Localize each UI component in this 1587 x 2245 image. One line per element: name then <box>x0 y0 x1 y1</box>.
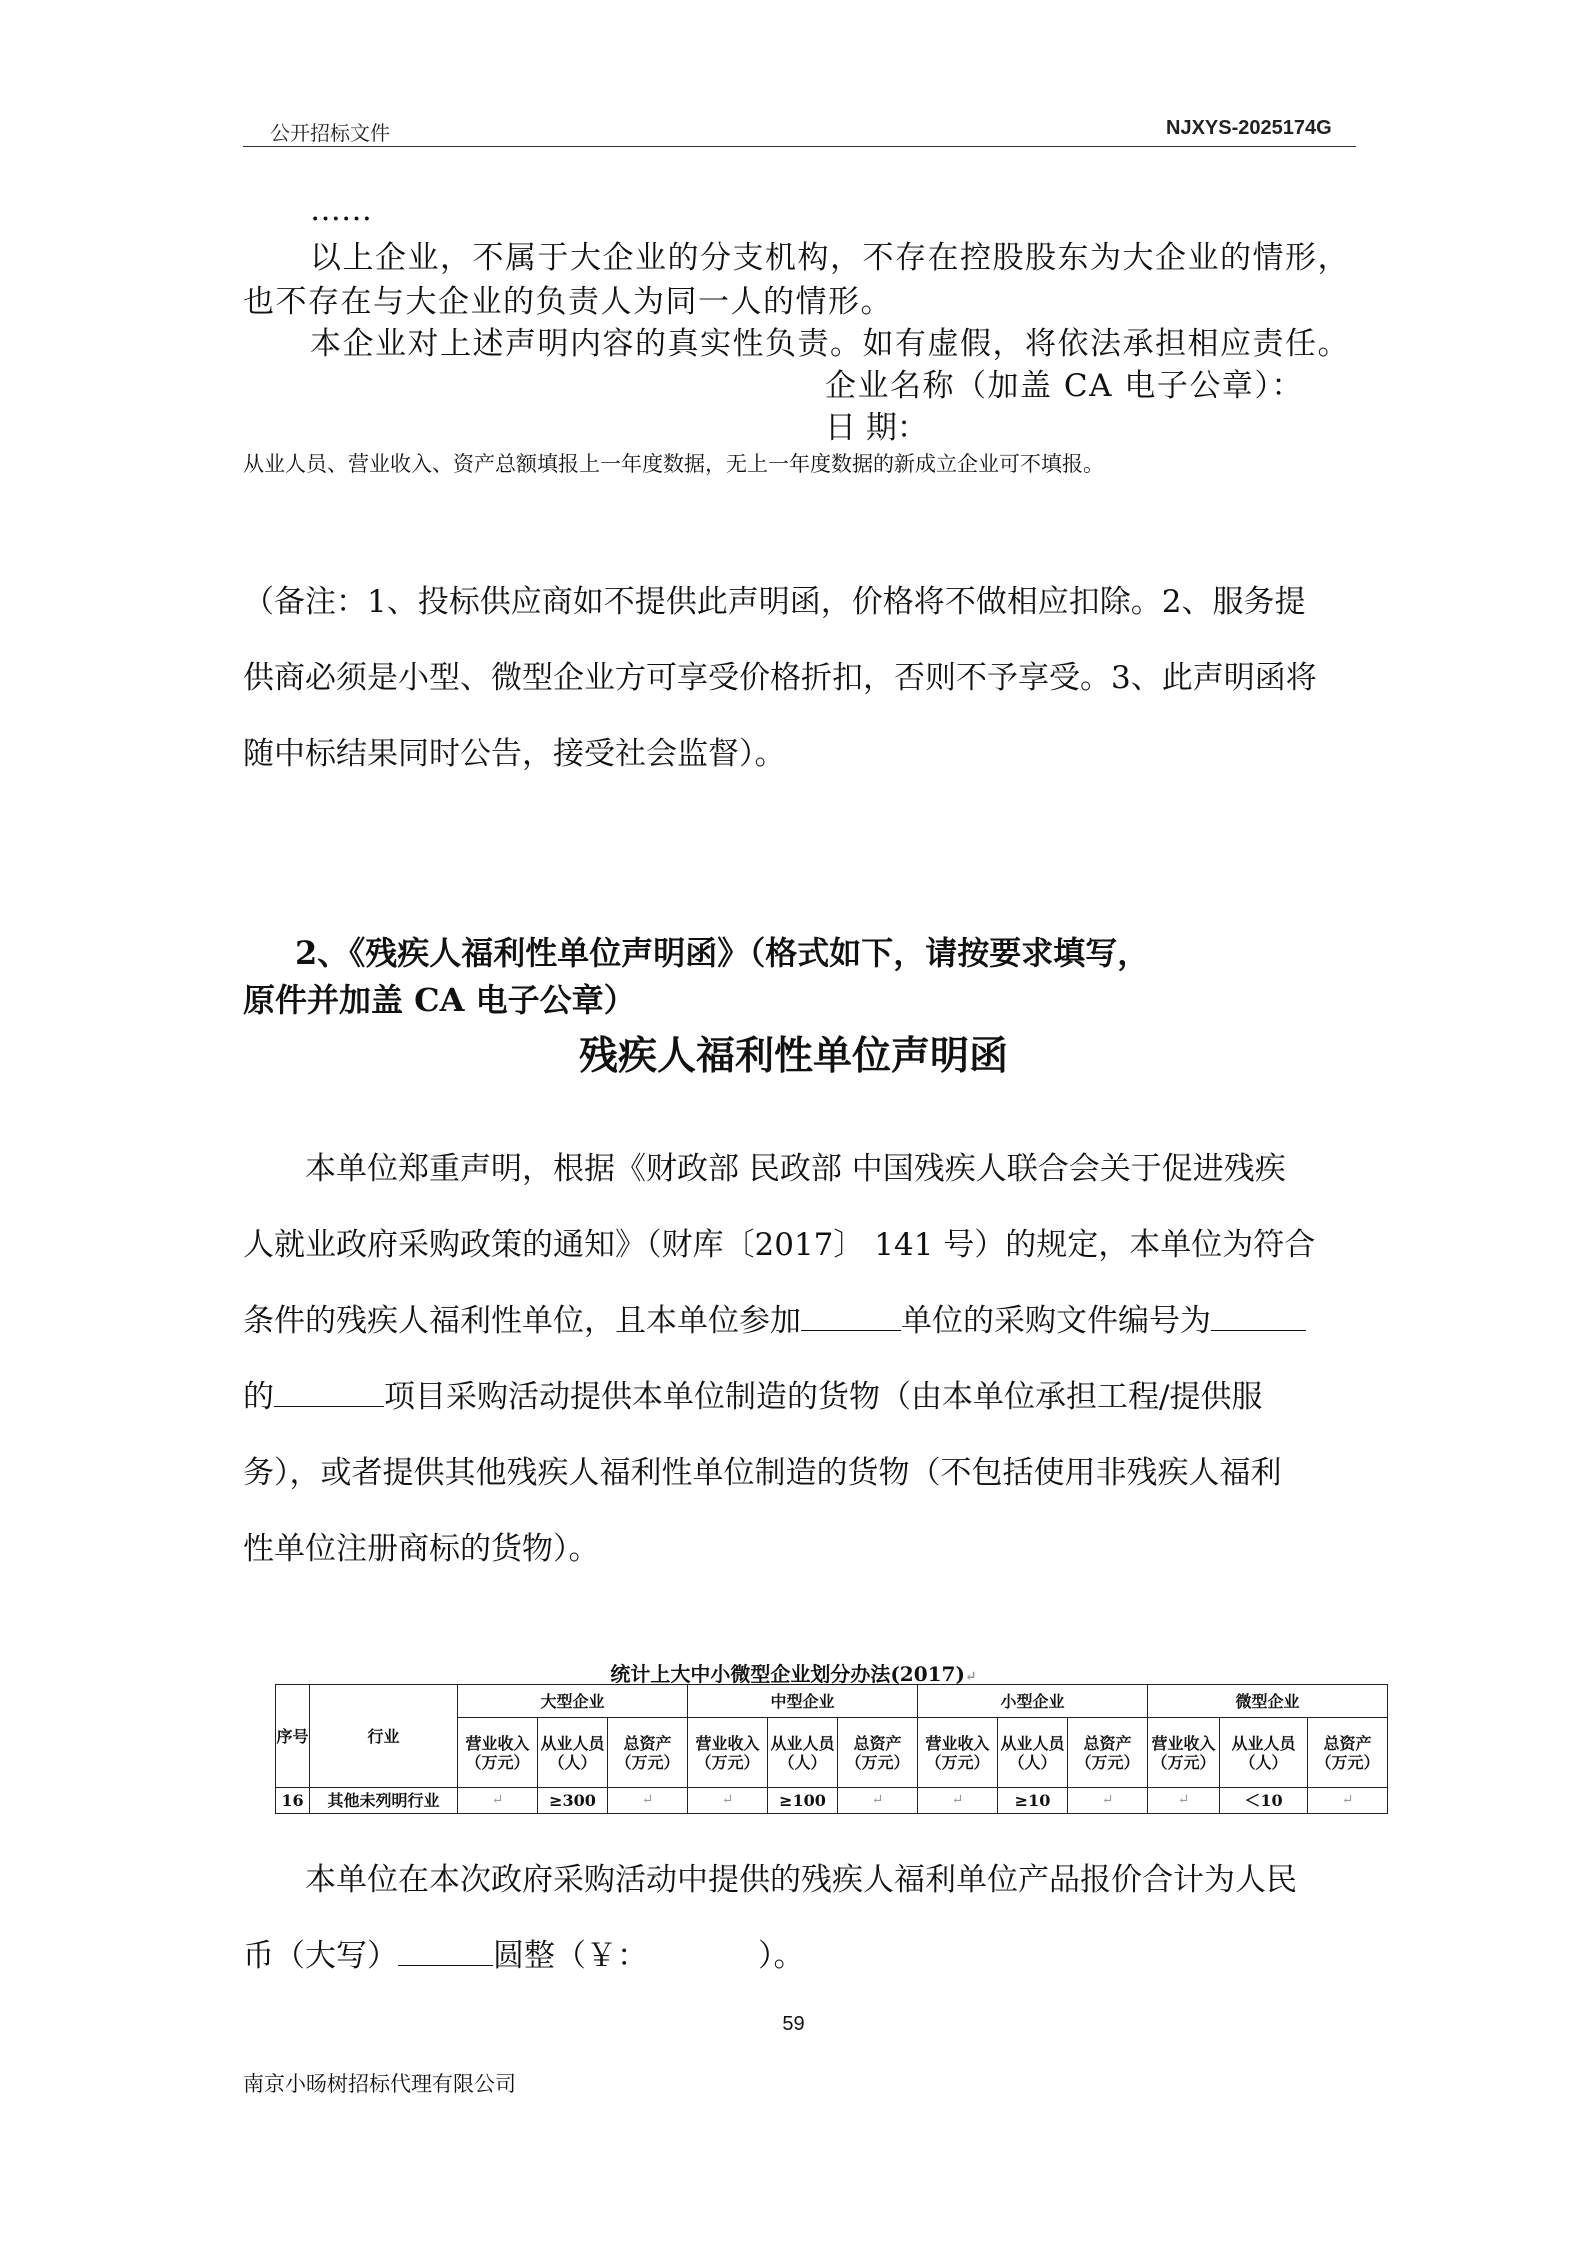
table-caption <box>0 1658 1587 1687</box>
remark-line: 供商必须是小型、微型企业方可享受价格折扣，否则不予享受。3、此声明函将 <box>243 660 1317 696</box>
body-line <box>243 1375 1262 1419</box>
closing-line: 本单位在本次政府采购活动中提供的残疾人福利单位产品报价合计为人民 <box>305 1862 1297 1898</box>
blank-unit-field[interactable] <box>801 1300 901 1331</box>
sub-staff-header: 从业人员（人） <box>768 1718 838 1788</box>
body-text: 的 <box>243 1379 274 1415</box>
sme-classification-table <box>275 1684 1388 1814</box>
sub-revenue-header: 营业收入（万元） <box>688 1718 768 1788</box>
sub-revenue-header: 营业收入（万元） <box>918 1718 998 1788</box>
sub-staff-header: 从业人员（人） <box>998 1718 1068 1788</box>
closing-text: ）。 <box>758 1938 805 1974</box>
row-seq: 16 <box>276 1788 310 1814</box>
sub-assets-header: 总资产（万元） <box>838 1718 918 1788</box>
body-text: 条件的残疾人福利性单位，且本单位参加 <box>243 1303 801 1339</box>
sub-revenue-header: 营业收入（万元） <box>1148 1718 1220 1788</box>
empty-cell: ↵ <box>1308 1788 1388 1814</box>
closing-text: 圆整（￥： <box>493 1938 648 1974</box>
remark-line: （备注：1、投标供应商如不提供此声明函，价格将不做相应扣除。2、服务提 <box>243 584 1306 620</box>
remark-line: 随中标结果同时公告，接受社会监督）。 <box>243 736 786 772</box>
paragraph-line: 本企业对上述声明内容的真实性负责。如有虚假，将依法承担相应责任。 <box>310 326 1350 362</box>
col-industry-header: 行业 <box>310 1685 458 1788</box>
sub-assets-header: 总资产（万元） <box>608 1718 688 1788</box>
row-industry: 其他未列明行业 <box>310 1788 458 1814</box>
body-line: 性单位注册商标的货物）。 <box>243 1531 600 1567</box>
micro-staff-value: ＜10 <box>1220 1788 1308 1814</box>
page-title: 残疾人福利性单位声明函 <box>578 1034 1008 1079</box>
body-line: 人就业政府采购政策的通知》（财库〔2017〕 141 号）的规定，本单位为符合 <box>243 1227 1316 1263</box>
group-small-header: 小型企业 <box>918 1685 1148 1718</box>
footnote: 从业人员、营业收入、资产总额填报上一年度数据，无上一年度数据的新成立企业可不填报。 <box>243 452 1104 476</box>
closing-text: 币（大写） <box>243 1938 398 1974</box>
sub-revenue-header: 营业收入（万元） <box>458 1718 538 1788</box>
large-staff-value: ≥300 <box>538 1788 608 1814</box>
group-large-header: 大型企业 <box>458 1685 688 1718</box>
paragraph-line: 也不存在与大企业的负责人为同一人的情形。 <box>243 284 893 320</box>
footer-company: 南京小旸树招标代理有限公司 <box>243 2073 516 2096</box>
body-line: 务），或者提供其他残疾人福利性单位制造的货物（不包括使用非残疾人福利 <box>243 1455 1282 1491</box>
medium-staff-value: ≥100 <box>768 1788 838 1814</box>
empty-cell: ↵ <box>838 1788 918 1814</box>
blank-amount-words-field[interactable] <box>398 1935 493 1966</box>
group-micro-header: 微型企业 <box>1148 1685 1388 1718</box>
group-medium-header: 中型企业 <box>688 1685 918 1718</box>
section-heading: 原件并加盖 CA 电子公章） <box>243 981 636 1019</box>
col-seq-header: 序号 <box>276 1685 310 1788</box>
signature-date: 日 期： <box>825 410 928 446</box>
caption-text: 统计上大中小微型企业划分办法(2017) <box>610 1662 965 1686</box>
body-line <box>243 1299 1306 1343</box>
signature-company-name: 企业名称（加盖 CA 电子公章）： <box>825 368 1304 404</box>
header-doc-type: 公开招标文件 <box>270 123 390 145</box>
sub-assets-header: 总资产（万元） <box>1068 1718 1148 1788</box>
sub-staff-header: 从业人员（人） <box>1220 1718 1308 1788</box>
section-heading: 2、《残疾人福利性单位声明函》（格式如下，请按要求填写， <box>295 934 1150 972</box>
sub-staff-header: 从业人员（人） <box>538 1718 608 1788</box>
empty-cell: ↵ <box>918 1788 998 1814</box>
page-number: 59 <box>782 2013 805 2035</box>
body-text: 单位的采购文件编号为 <box>901 1303 1211 1339</box>
empty-cell: ↵ <box>608 1788 688 1814</box>
blank-file-number-field[interactable] <box>1211 1300 1306 1331</box>
closing-line <box>243 1934 805 1978</box>
blank-project-field[interactable] <box>274 1376 384 1407</box>
paragraph-mark: ↵ <box>964 1669 977 1685</box>
ellipsis: …… <box>310 192 372 228</box>
empty-cell: ↵ <box>688 1788 768 1814</box>
body-line: 本单位郑重声明，根据《财政部 民政部 中国残疾人联合会关于促进残疾 <box>305 1151 1286 1187</box>
body-text: 项目采购活动提供本单位制造的货物（由本单位承担工程/提供服 <box>384 1379 1263 1415</box>
header-divider <box>243 146 1356 147</box>
paragraph-line: 以上企业，不属于大企业的分支机构，不存在控股股东为大企业的情形， <box>310 240 1350 276</box>
empty-cell: ↵ <box>1148 1788 1220 1814</box>
header-doc-number: NJXYS-2025174G <box>1166 117 1332 139</box>
sub-assets-header: 总资产（万元） <box>1308 1718 1388 1788</box>
empty-cell: ↵ <box>1068 1788 1148 1814</box>
small-staff-value: ≥10 <box>998 1788 1068 1814</box>
table-row <box>276 1788 1388 1814</box>
empty-cell: ↵ <box>458 1788 538 1814</box>
